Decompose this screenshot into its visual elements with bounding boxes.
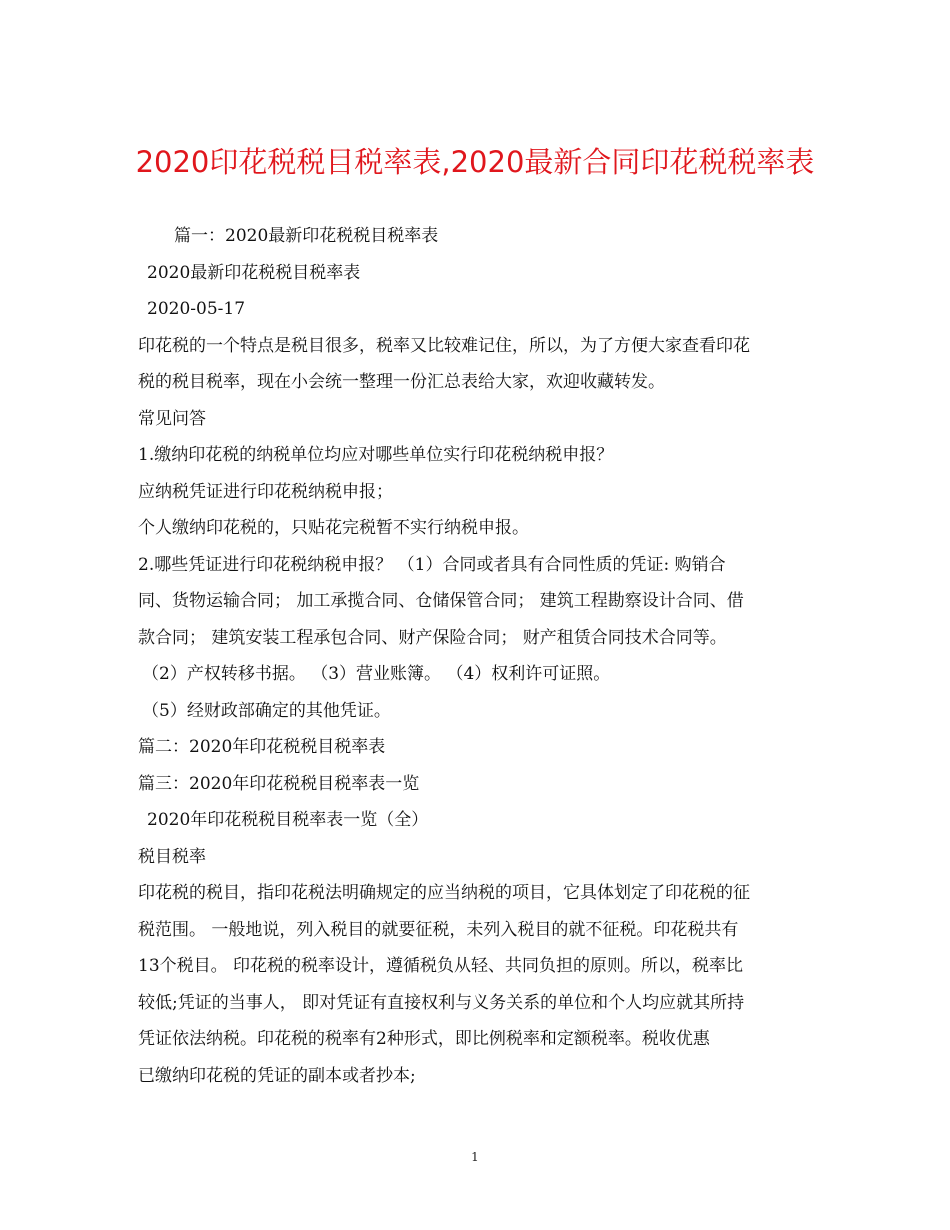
- paragraph-line: 2020最新印花税税目税率表: [147, 262, 361, 283]
- paragraph-line: 印花税的税目，指印花税法明确规定的应当纳税的项目，它具体划定了印花税的征: [138, 883, 750, 903]
- page-number: 1: [471, 1150, 479, 1164]
- paragraph-line: 篇二：2020年印花税税目税率表: [138, 737, 386, 757]
- paragraph-line: 凭证依法纳税。印花税的税率有2种形式，即比例税率和定额税率。税收优惠: [138, 1029, 710, 1049]
- paragraph-line: 应纳税凭证进行印花税纳税申报；: [138, 481, 393, 502]
- paragraph-line: 已缴纳印花税的凭证的副本或者抄本;: [138, 1065, 416, 1086]
- paragraph-line: 1.缴纳印花税的纳税单位均应对哪些单位实行印花税纳税申报？: [138, 445, 614, 465]
- document-body: [138, 218, 818, 1094]
- paragraph-line: 税的税目税率，现在小会统一整理一份汇总表给大家，欢迎收藏转发。: [138, 372, 665, 392]
- paragraph-line: 个人缴纳印花税的，只贴花完税暂不实行纳税申报。: [138, 518, 529, 538]
- paragraph-line: 篇一：2020最新印花税税目税率表: [174, 226, 439, 246]
- paragraph-line: 税目税率: [138, 846, 206, 867]
- paragraph-line: 税范围。 一般地说，列入税目的就要征税，未列入税目的就不征税。印花税共有: [138, 919, 739, 940]
- paragraph-line: 13个税目。 印花税的税率设计，遵循税负从轻、共同负担的原则。所以，税率比: [138, 956, 744, 976]
- paragraph-line: 2020年印花税税目税率表一览（全）: [147, 810, 429, 830]
- paragraph-line: 同、货物运输合同； 加工承揽合同、仓储保管合同； 建筑工程勘察设计合同、借: [138, 591, 744, 611]
- document-title: 2020印花税税目税率表,2020最新合同印花税税率表: [135, 145, 815, 179]
- paragraph-line: 常见问答: [138, 408, 206, 429]
- paragraph-line: 款合同； 建筑安装工程承包合同、财产保险合同； 财产租赁合同技术合同等。: [138, 627, 727, 648]
- paragraph-line: 2020-05-17: [147, 299, 246, 319]
- paragraph-line: 较低;凭证的当事人， 即对凭证有直接权利与义务关系的单位和个人均应就其所持: [138, 992, 745, 1013]
- paragraph-line: 印花税的一个特点是税目很多，税率又比较难记住，所以，为了方便大家查看印花: [138, 335, 750, 356]
- paragraph-line: （5）经财政部确定的其他凭证。: [142, 700, 391, 721]
- paragraph-line: （2）产权转移书据。 （3）营业账簿。 （4）权利许可证照。: [142, 664, 611, 684]
- paragraph-line: 2.哪些凭证进行印花税纳税申报？ （1）合同或者具有合同性质的凭证: 购销合: [138, 554, 726, 575]
- paragraph-line: 篇三：2020年印花税税目税率表一览: [138, 773, 420, 794]
